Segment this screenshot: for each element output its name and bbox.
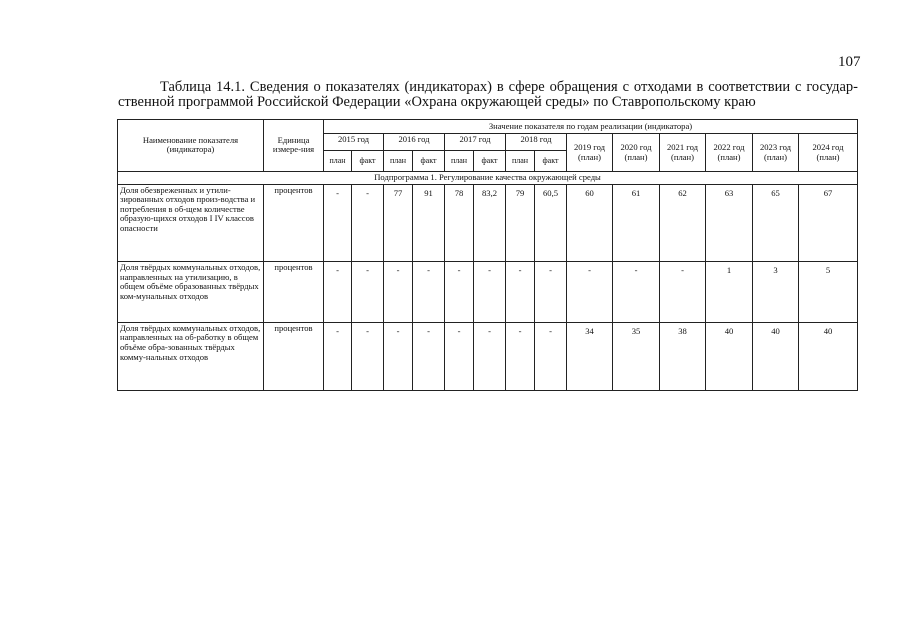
cell-2017-plan: - [445,261,474,322]
section-title: Подпрограмма 1. Регулирование качества окружающей среды [118,171,858,184]
row-name: Доля твёрдых коммунальных отходов, направленных на утилизацию, в общем объёме образованных твёрдых ком-мунальных отходов [118,261,264,322]
cell-2024: 40 [799,322,858,390]
header-year-2017: 2017 год [445,134,506,151]
header-name: Наименование показателя (индикатора) [118,120,264,172]
header-unit: Единица измере-ния [264,120,324,172]
cell-2019: 34 [567,322,613,390]
cell-2015-fact: - [352,261,384,322]
header-fact: факт [535,150,567,171]
page-number: 107 [838,54,861,70]
cell-2018-fact: - [535,261,567,322]
cell-2021: 38 [660,322,706,390]
cell-2020: 35 [613,322,660,390]
cell-2015-plan: - [324,322,352,390]
caption-line-2: ственной программой Российской Федерации «Охрана окружающей среды» по Ставропольскому краю [118,94,756,110]
cell-2018-plan: 79 [506,184,535,261]
cell-2019: - [567,261,613,322]
header-plan: план [384,150,413,171]
header-year-2023: 2023 год (план) [753,134,799,171]
table-row [118,322,858,390]
header-plan: план [445,150,474,171]
header-year-2018: 2018 год [506,134,567,151]
header-plan: план [324,150,352,171]
cell-2023: 65 [753,184,799,261]
cell-2018-plan: - [506,322,535,390]
cell-2018-plan: - [506,261,535,322]
cell-2021: - [660,261,706,322]
cell-2015-plan: - [324,261,352,322]
cell-2017-plan: 78 [445,184,474,261]
cell-2018-fact: - [535,322,567,390]
header-plan: план [506,150,535,171]
cell-2018-fact: 60,5 [535,184,567,261]
cell-2016-plan: - [384,322,413,390]
cell-2024: 5 [799,261,858,322]
row-unit: процентов [264,184,324,261]
header-values-by-year: Значение показателя по годам реализации (индикатора) [324,120,858,134]
caption-line-1: Таблица 14.1. Сведения о показателях (индикаторах) в сфере обращения с отходами в соответствии с государ- [160,79,858,95]
table-row [118,184,858,261]
cell-2022: 40 [706,322,753,390]
cell-2016-fact: - [413,261,445,322]
cell-2023: 40 [753,322,799,390]
row-name: Доля твёрдых коммунальных отходов, направленных на об-работку в общем объёме обра-зованных твёрдых комму-нальных отходов [118,322,264,390]
cell-2024: 67 [799,184,858,261]
header-year-2024: 2024 год (план) [799,134,858,171]
header-year-2016: 2016 год [384,134,445,151]
cell-2015-fact: - [352,322,384,390]
cell-2015-plan: - [324,184,352,261]
cell-2017-fact: - [474,322,506,390]
header-fact: факт [352,150,384,171]
header-year-2020: 2020 год (план) [613,134,660,171]
header-fact: факт [474,150,506,171]
header-year-2022: 2022 год (план) [706,134,753,171]
cell-2016-plan: 77 [384,184,413,261]
cell-2016-plan: - [384,261,413,322]
cell-2022: 1 [706,261,753,322]
header-year-2019: 2019 год (план) [567,134,613,171]
table-caption [118,80,858,110]
cell-2019: 60 [567,184,613,261]
cell-2020: - [613,261,660,322]
header-year-2021: 2021 год (план) [660,134,706,171]
table-row [118,261,858,322]
cell-2023: 3 [753,261,799,322]
cell-2016-fact: - [413,322,445,390]
row-unit: процентов [264,322,324,390]
cell-2017-plan: - [445,322,474,390]
row-unit: процентов [264,261,324,322]
cell-2020: 61 [613,184,660,261]
header-fact: факт [413,150,445,171]
cell-2016-fact: 91 [413,184,445,261]
cell-2015-fact: - [352,184,384,261]
row-name: Доля обезвреженных и утили-зированных отходов произ-водства и потребления в об-щем количестве образую-щихся отходов I IV классов опасности [118,184,264,261]
cell-2021: 62 [660,184,706,261]
header-year-2015: 2015 год [324,134,384,151]
cell-2017-fact: 83,2 [474,184,506,261]
cell-2017-fact: - [474,261,506,322]
indicators-table [117,119,858,391]
cell-2022: 63 [706,184,753,261]
